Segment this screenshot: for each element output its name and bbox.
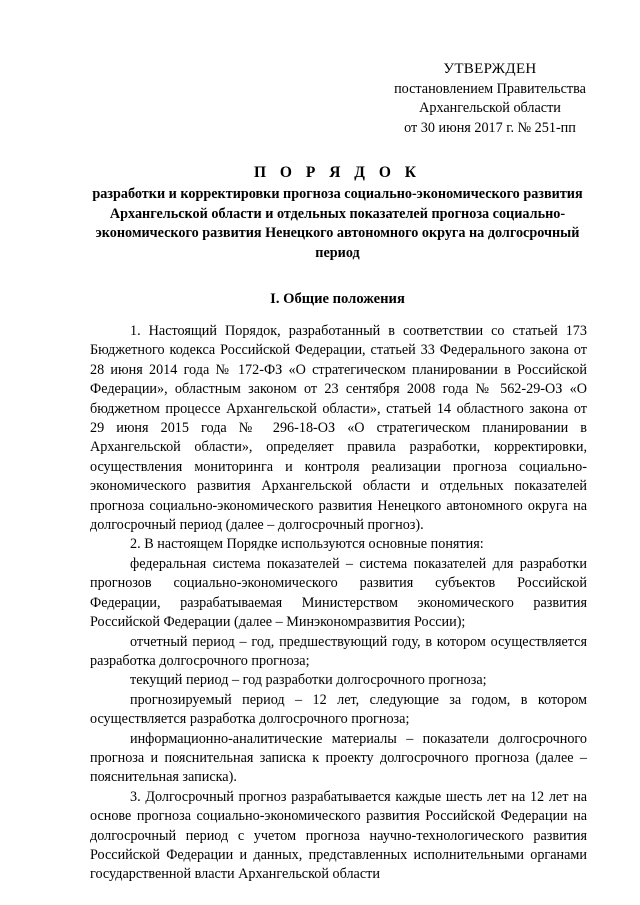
paragraph: прогнозируемый период – 12 лет, следующие за годом, в котором осуществляется разработка долгосрочного прогноза; (90, 691, 587, 728)
approval-line-2: Архангельской области (419, 100, 561, 116)
paragraph: 3. Долгосрочный прогноз разрабатывается каждые шесть лет на 12 лет на основе прогноза социально-экономического развития Российской Федерации на долгосрочный период с учетом прогноза научно-технологического развития Российской Федерации и данных, представленных исполнительными органами государственной власти Архангельской области (90, 788, 587, 883)
approval-line-3: от 30 июня 2017 г. № 251-пп (404, 119, 576, 136)
approval-heading: УТВЕРЖДЕН (443, 61, 537, 77)
paragraph: 1. Настоящий Порядок, разработанный в соответствии со статьей 173 Бюджетного кодекса Российской Федерации, статьей 33 Федерального закона от 28 июня 2014 года № 172-ФЗ «О стратегическом планировании в Российской Федерации», областным законом от 23 сентября 2008 года № 562-29-ОЗ «О бюджетном процессе Архангельской области», статьей 14 областного закона от 29 июня 2015 года № 296-18-ОЗ «О стратегическом планировании в Архангельской области», определяет правила разработки, корректировки, осуществления мониторинга и контроля реализации прогноза социально-экономического развития Архангельской области и отдельных показателей прогноза социально-экономического развития Ненецкого автономного округа на долгосрочный период (далее – долгосрочный прогноз). (90, 323, 587, 534)
document-title-subtitle: разработки и корректировки прогноза социально-экономического развития Архангельской области и отдельных показателей прогноза социально-экономического развития Ненецкого автономного округа на долгосрочный период (92, 186, 583, 261)
paragraph: 2. В настоящем Порядке используются основные понятия: (130, 536, 484, 553)
paragraph: текущий период – год разработки долгосрочного прогноза; (130, 672, 487, 689)
paragraph: информационно-аналитические материалы – показатели долгосрочного прогноза и пояснительная записка к проекту долгосрочного прогноза (далее – пояснительная записка). (90, 730, 587, 786)
document-body (90, 322, 587, 885)
section-heading: I. Общие положения (270, 291, 405, 307)
approval-line-1: постановлением Правительства (394, 80, 586, 97)
paragraph: отчетный период – год, предшествующий году, в котором осуществляется разработка долгосрочного прогноза; (90, 633, 587, 669)
document-title-main: П О Р Я Д О К (254, 164, 421, 181)
document-title (90, 163, 585, 263)
paragraph: федеральная система показателей – система показателей для разработки прогнозов социально-экономического развития субъектов Российской Федерации, разрабатываемая Министерством экономического развития Российской Федерации (далее – Минэкономразвития России); (90, 555, 587, 631)
approval-stamp (370, 60, 610, 138)
